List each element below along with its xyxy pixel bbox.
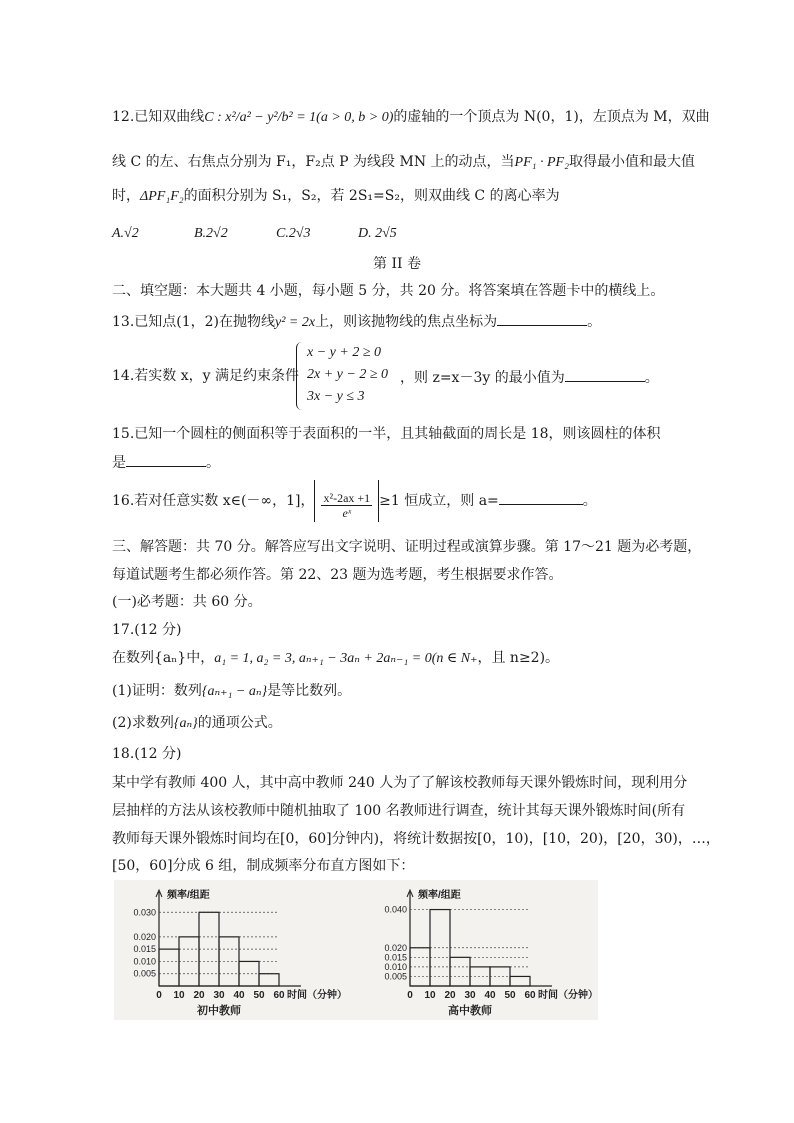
q17-part2-seq: {aₙ}: [173, 716, 198, 731]
part3-line1: 三、解答题：共 70 分。解答应写出文字说明、证明过程或演算步骤。第 17～21 题为必考题，: [112, 539, 702, 555]
junior-x-tick-5: 50: [253, 990, 265, 1001]
q16-answer-blank: [499, 490, 583, 505]
q17-recurrence: a₁ = 1, a₂ = 3, aₙ₊₁ − 3aₙ + 2aₙ₋₁ = 0(n ∈ N₊: [214, 651, 478, 666]
q12-option-c: C.2√3: [276, 226, 311, 241]
junior-x-tick-2: 20: [193, 990, 205, 1001]
q13-equation: y² = 2x: [275, 315, 316, 330]
q17-part1-prefix: (1)证明：数列: [112, 683, 202, 699]
part3-required: (一)必考题：共 60 分。: [112, 594, 262, 610]
q13-suffix: 上，则该抛物线的焦点坐标为: [315, 314, 498, 330]
junior-bar-5: [259, 974, 279, 986]
junior-x-tick-6: 60: [273, 990, 285, 1001]
q12-line2-prefix: 线 C 的左、右焦点分别为 F₁，F₂点 P 为线段 MN 上的动点，当: [112, 154, 515, 170]
q15-line1: 15.已知一个圆柱的侧面积等于表面积的一半，且其轴截面的周长是 18，则该圆柱的体积: [112, 426, 661, 442]
q17-part1-seq: {aₙ₊₁ − aₙ}: [201, 684, 268, 699]
senior-y-tick-4: 0.005: [384, 971, 407, 982]
q12-prefix: 12.已知双曲线: [112, 109, 205, 125]
q16: [112, 478, 597, 524]
junior-x-tick-4: 40: [233, 990, 245, 1001]
senior-x-tick-3: 30: [464, 990, 476, 1001]
q14-answer-blank: [565, 367, 645, 382]
junior-bar-0: [159, 949, 179, 986]
senior-x-tick-1: 10: [424, 990, 436, 1001]
q17-head: 17.(12 分): [112, 622, 182, 638]
histograms-svg: [114, 880, 598, 1020]
senior-y-tick-0: 0.040: [384, 904, 407, 915]
q18-line4: [50，60]分成 6 组，制成频率分布直方图如下：: [112, 858, 415, 874]
q16-end: 。: [582, 493, 597, 509]
q18-line2: 层抽样的方法从该校教师中随机抽取了 100 名教师进行调查，统计其每天课外锻炼时间(所有: [112, 803, 686, 819]
senior-x-tick-0: 0: [407, 990, 413, 1001]
part3-line2: 每道试题考生都必须作答。第 22、23 题为选考题，考生根据要求作答。: [112, 567, 563, 583]
junior-y-tick-4: 0.005: [133, 968, 156, 979]
q16-suffix: ≥1 恒成立，则 a=: [379, 493, 499, 509]
q12-line2: [112, 153, 695, 172]
junior-x-tick-1: 10: [173, 990, 185, 1001]
q14-constraint-system: [296, 342, 388, 410]
junior-x-label: 时间（分钟）: [287, 990, 347, 1001]
q12-triangle: ΔPF₁F₂: [140, 189, 184, 204]
q14-suffix: ，则 z=x－3y 的最小值为: [400, 370, 565, 386]
q13: [112, 311, 601, 332]
q14-end: 。: [644, 370, 659, 386]
senior-y-tick-2: 0.015: [384, 952, 407, 963]
q12-line3: [112, 187, 560, 206]
q15-prefix: 是: [112, 455, 126, 471]
senior-x-tick-6: 60: [524, 990, 536, 1001]
q16-absolute-value: [314, 480, 379, 522]
junior-y-label: 频率/组距: [167, 890, 210, 901]
q17-part1-suffix: 是等比数列。: [267, 683, 352, 699]
senior-y-tick-3: 0.010: [384, 961, 407, 972]
q14-prefix: 14.若实数 x，y 满足约束条件: [112, 368, 299, 384]
q12-vector-product: PF₁ · PF₂: [514, 155, 569, 170]
q12-option-b: B.2√2: [194, 226, 228, 241]
q14-constraint-3: 3x − y ≤ 3: [307, 389, 365, 404]
q15-end: 。: [206, 455, 220, 471]
senior-title: 高中教师: [448, 1005, 492, 1017]
q12-option-d: D. 2√5: [358, 226, 397, 241]
q12-line3-suffix: 的面积分别为 S₁，S₂，若 2S₁=S₂，则双曲线 C 的离心率为: [183, 188, 560, 204]
q17-part2-prefix: (2)求数列: [112, 715, 174, 731]
senior-y-label: 频率/组距: [418, 890, 461, 901]
senior-bar-2: [450, 957, 470, 986]
q15-answer-blank: [126, 452, 206, 467]
senior-x-tick-5: 50: [504, 990, 516, 1001]
q14-constraint-2: 2x + y − 2 ≥ 0: [307, 367, 389, 382]
q18-line1: 某中学有教师 400 人，其中高中教师 240 人为了了解该校教师每天课外锻炼时间，现利用分: [112, 775, 688, 791]
q12-line1-suffix: 的虚轴的一个顶点为 N(0，1)，左顶点为 M，双曲: [393, 109, 710, 125]
q17-stmt-prefix: 在数列{aₙ}中，: [112, 650, 215, 666]
q12-options: [112, 224, 440, 243]
junior-y-tick-0: 0.030: [133, 907, 156, 918]
senior-x-label: 时间（分钟）: [538, 990, 598, 1001]
q12-option-a: A.√2: [112, 226, 139, 241]
q12-line3-prefix: 时，: [112, 188, 140, 204]
q16-prefix: 16.若对任意实数 x∈(－∞，1]，: [112, 493, 315, 509]
q12-curve-equation: C : x²/a² − y²/b² = 1(a > 0, b > 0): [204, 110, 394, 125]
section-title: 第 II 卷: [373, 256, 421, 272]
q13-end: 。: [587, 314, 602, 330]
q16-numerator: x²-2ax +1: [323, 490, 371, 505]
q17-part1: [112, 682, 351, 701]
q13-prefix: 13.已知点(1，2)在抛物线: [112, 314, 276, 330]
q14-constraint-1: x − y + 2 ≥ 0: [307, 345, 382, 360]
junior-y-tick-3: 0.010: [133, 956, 156, 967]
senior-bar-5: [510, 976, 530, 986]
senior-y-tick-1: 0.020: [384, 942, 407, 953]
junior-y-tick-2: 0.015: [133, 944, 156, 955]
q15-line2: [112, 452, 220, 472]
junior-y-tick-1: 0.020: [133, 931, 156, 942]
senior-x-tick-4: 40: [484, 990, 496, 1001]
junior-title: 初中教师: [197, 1005, 241, 1017]
q18-head: 18.(12 分): [112, 746, 182, 762]
q14-suffix-line: [400, 367, 659, 387]
q16-denominator: eˣ: [342, 505, 352, 520]
q18-line3: 教师每天课外锻炼时间均在[0，60]分钟内)，将统计数据按[0，10)，[10，20)，[20，30)，…，: [112, 831, 720, 847]
q17-part2: [112, 714, 282, 733]
q17-statement: [112, 649, 559, 668]
q12-line1: [112, 108, 710, 127]
junior-x-tick-3: 30: [213, 990, 225, 1001]
q17-part2-suffix: 的通项公式。: [197, 715, 282, 731]
q17-stmt-suffix: ，且 n≥2)。: [477, 650, 560, 666]
junior-x-tick-0: 0: [156, 990, 162, 1001]
q12-line2-suffix: 取得最小值和最大值: [568, 154, 695, 170]
histogram-image: [114, 880, 598, 1020]
senior-x-tick-2: 20: [444, 990, 456, 1001]
part2-heading: 二、填空题：本大题共 4 小题，每小题 5 分，共 20 分。将答案填在答题卡中的横线上。: [112, 283, 665, 299]
q13-answer-blank: [497, 311, 587, 326]
